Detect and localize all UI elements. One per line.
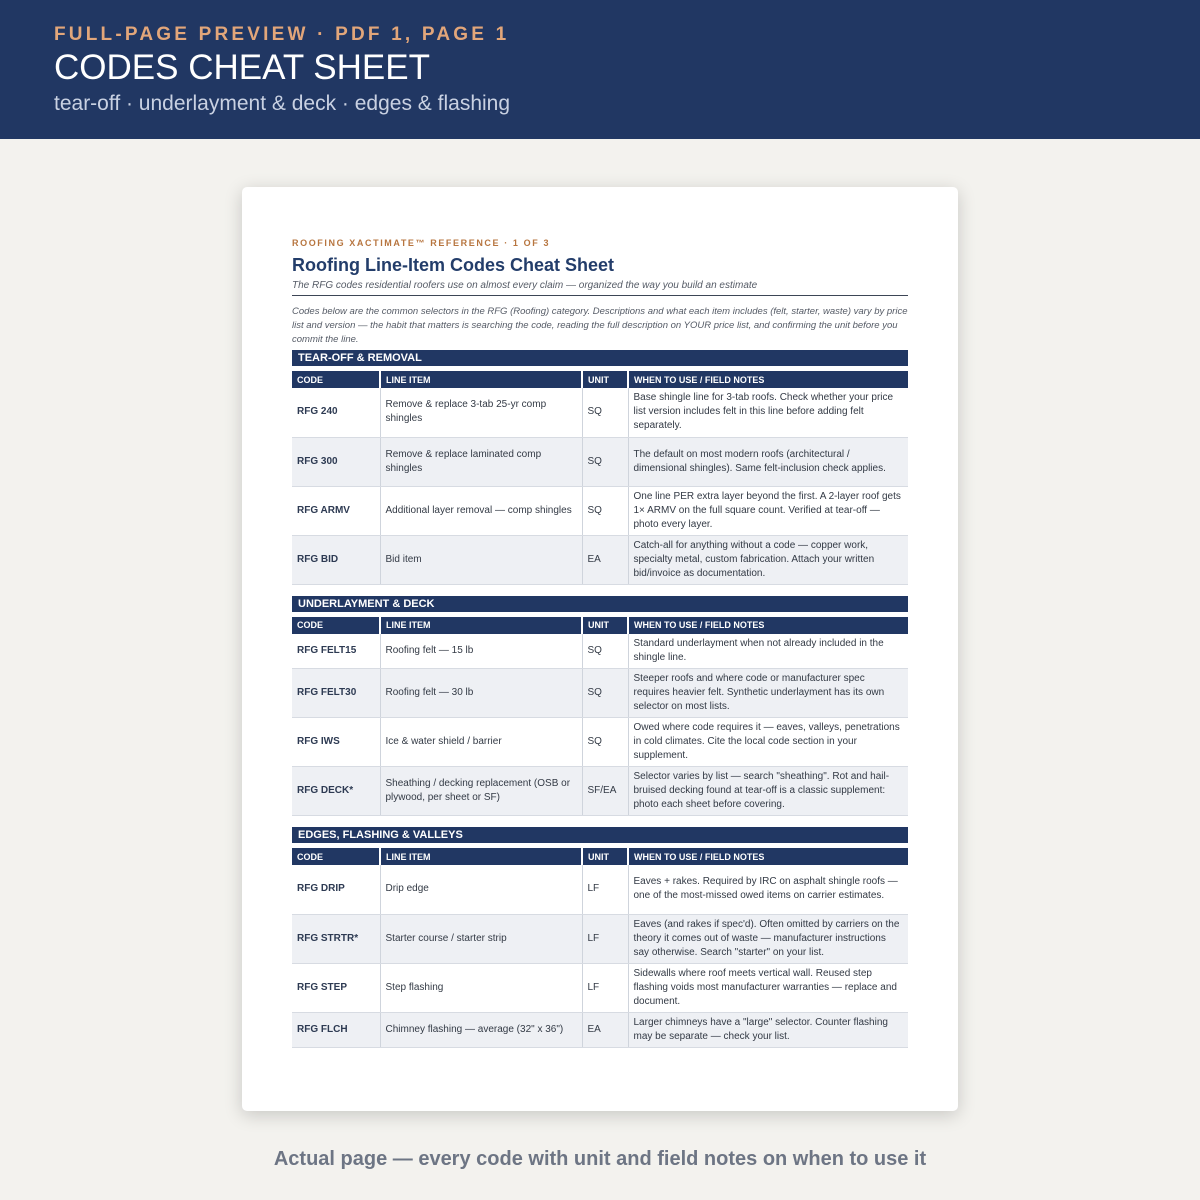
- notes-cell: Larger chimneys have a "large" selector. Counter flashing may be separate — check your list.: [628, 1012, 908, 1047]
- table-header-row: [292, 617, 908, 634]
- unit-cell: SQ: [582, 486, 628, 535]
- notes-cell: Eaves (and rakes if spec'd). Often omitted by carriers on the theory it comes out of waste — manufacturer instructions say otherwise. Search "starter" on your list.: [628, 914, 908, 963]
- code-cell: RFG FLCH: [292, 1012, 380, 1047]
- unit-column-header: UNIT: [582, 848, 628, 865]
- code-cell: RFG DECK*: [292, 767, 380, 816]
- notes-cell: One line PER extra layer beyond the first. A 2-layer roof gets 1× ARMV on the full square count. Verified at tear-off — photo every layer.: [628, 486, 908, 535]
- code-cell: RFG FELT15: [292, 634, 380, 669]
- document-kicker: ROOFING XACTIMATE™ REFERENCE · 1 OF 3: [292, 238, 551, 248]
- document-intro: Codes below are the common selectors in the RFG (Roofing) category. Descriptions and what each item includes (felt, starter, waste) vary by price list and version — the habit that matters is searching the code, reading the full description on YOUR price list, and confirming the unit before you commit the line.: [292, 306, 908, 345]
- notes-cell: Eaves + rakes. Required by IRC on asphalt shingle roofs — one of the most-missed owed items on carrier estimates.: [628, 865, 908, 914]
- table-row: [292, 388, 908, 437]
- document-subtitle: The RFG codes residential roofers use on almost every claim — organized the way you build an estimate: [292, 279, 908, 296]
- code-column-header: CODE: [292, 371, 380, 388]
- line-item-cell: Remove & replace laminated comp shingles: [380, 437, 582, 486]
- unit-cell: EA: [582, 535, 628, 584]
- table-row: [292, 718, 908, 767]
- table-row: [292, 914, 908, 963]
- notes-column-header: WHEN TO USE / FIELD NOTES: [628, 848, 908, 865]
- code-sections: [292, 350, 908, 1048]
- document-title: Roofing Line-Item Codes Cheat Sheet: [292, 255, 615, 275]
- table-row: [292, 865, 908, 914]
- preview-caption: Actual page — every code with unit and field notes on when to use it: [273, 1148, 927, 1170]
- codes-table: [292, 848, 908, 1048]
- code-cell: RFG 300: [292, 437, 380, 486]
- preview-kicker: FULL-PAGE PREVIEW · PDF 1, PAGE 1: [54, 24, 510, 45]
- unit-cell: LF: [582, 963, 628, 1012]
- table-row: [292, 767, 908, 816]
- code-cell: RFG 240: [292, 388, 380, 437]
- document-content: [292, 237, 908, 1048]
- line-item-cell: Ice & water shield / barrier: [380, 718, 582, 767]
- code-cell: RFG DRIP: [292, 865, 380, 914]
- table-header-row: [292, 371, 908, 388]
- code-column-header: CODE: [292, 848, 380, 865]
- table-row: [292, 535, 908, 584]
- unit-cell: LF: [582, 865, 628, 914]
- table-header-row: [292, 848, 908, 865]
- notes-cell: The default on most modern roofs (architectural / dimensional shingles). Same felt-inclusion check applies.: [628, 437, 908, 486]
- preview-title: CODES CHEAT SHEET: [54, 48, 430, 87]
- table-row: [292, 486, 908, 535]
- code-cell: RFG FELT30: [292, 669, 380, 718]
- unit-cell: EA: [582, 1012, 628, 1047]
- line-item-column-header: LINE ITEM: [380, 617, 582, 634]
- notes-cell: Steeper roofs and where code or manufacturer spec requires heavier felt. Synthetic underlayment has its own selector on most lists.: [628, 669, 908, 718]
- notes-cell: Selector varies by list — search "sheathing". Rot and hail-bruised decking found at tear-off is a classic supplement: photo each sheet before covering.: [628, 767, 908, 816]
- section-header: TEAR-OFF & REMOVAL: [292, 350, 908, 366]
- notes-cell: Catch-all for anything without a code — copper work, specialty metal, custom fabrication. Attach your written bid/invoice as documentation.: [628, 535, 908, 584]
- notes-column-header: WHEN TO USE / FIELD NOTES: [628, 617, 908, 634]
- notes-cell: Base shingle line for 3-tab roofs. Check whether your price list version includes felt in this line before adding felt separately.: [628, 388, 908, 437]
- section-header: EDGES, FLASHING & VALLEYS: [292, 827, 908, 843]
- unit-column-header: UNIT: [582, 617, 628, 634]
- code-cell: RFG STEP: [292, 963, 380, 1012]
- unit-cell: SQ: [582, 718, 628, 767]
- unit-cell: SQ: [582, 634, 628, 669]
- line-item-cell: Bid item: [380, 535, 582, 584]
- preview-subtitle: tear-off · underlayment & deck · edges & flashing: [54, 92, 511, 115]
- codes-table: [292, 617, 908, 817]
- notes-cell: Standard underlayment when not already included in the shingle line.: [628, 634, 908, 669]
- unit-cell: SQ: [582, 437, 628, 486]
- unit-cell: SQ: [582, 388, 628, 437]
- unit-column-header: UNIT: [582, 371, 628, 388]
- unit-cell: SQ: [582, 669, 628, 718]
- unit-cell: SF/EA: [582, 767, 628, 816]
- line-item-cell: Step flashing: [380, 963, 582, 1012]
- table-row: [292, 669, 908, 718]
- codes-table: [292, 371, 908, 585]
- document-page: [242, 187, 958, 1111]
- code-cell: RFG ARMV: [292, 486, 380, 535]
- table-row: [292, 634, 908, 669]
- code-cell: RFG STRTR*: [292, 914, 380, 963]
- preview-banner: [0, 0, 1200, 139]
- line-item-cell: Additional layer removal — comp shingles: [380, 486, 582, 535]
- line-item-cell: Sheathing / decking replacement (OSB or plywood, per sheet or SF): [380, 767, 582, 816]
- unit-cell: LF: [582, 914, 628, 963]
- line-item-cell: Drip edge: [380, 865, 582, 914]
- line-item-cell: Starter course / starter strip: [380, 914, 582, 963]
- code-cell: RFG IWS: [292, 718, 380, 767]
- line-item-column-header: LINE ITEM: [380, 371, 582, 388]
- code-cell: RFG BID: [292, 535, 380, 584]
- line-item-cell: Chimney flashing — average (32" x 36"): [380, 1012, 582, 1047]
- table-row: [292, 437, 908, 486]
- notes-column-header: WHEN TO USE / FIELD NOTES: [628, 371, 908, 388]
- code-column-header: CODE: [292, 617, 380, 634]
- notes-cell: Sidewalls where roof meets vertical wall. Reused step flashing voids most manufacturer warranties — replace and document.: [628, 963, 908, 1012]
- line-item-cell: Roofing felt — 30 lb: [380, 669, 582, 718]
- line-item-cell: Roofing felt — 15 lb: [380, 634, 582, 669]
- line-item-cell: Remove & replace 3-tab 25-yr comp shingles: [380, 388, 582, 437]
- notes-cell: Owed where code requires it — eaves, valleys, penetrations in cold climates. Cite the local code section in your supplement.: [628, 718, 908, 767]
- section-header: UNDERLAYMENT & DECK: [292, 596, 908, 612]
- table-row: [292, 963, 908, 1012]
- line-item-column-header: LINE ITEM: [380, 848, 582, 865]
- table-row: [292, 1012, 908, 1047]
